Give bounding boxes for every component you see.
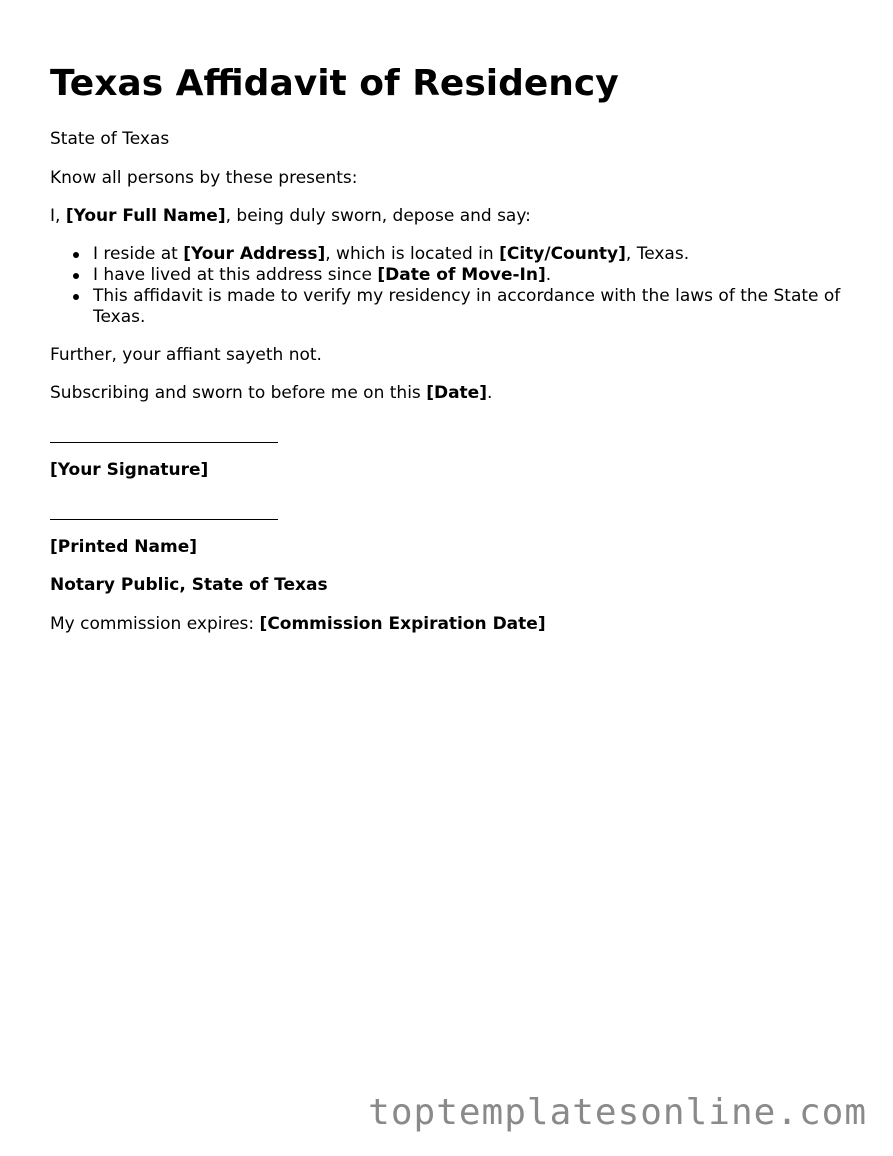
intro-line — [50, 206, 531, 227]
printed-name-label — [50, 537, 197, 558]
placeholder-text: [City/County] — [499, 244, 626, 264]
know-all-line: Know all persons by these presents: — [50, 168, 358, 188]
bullet-icon — [73, 294, 79, 300]
placeholder-text: [Your Address] — [183, 244, 326, 264]
statement-list — [50, 244, 850, 328]
statement-text: , Texas. — [625, 244, 690, 264]
statement-text: , which is located in — [325, 244, 500, 264]
signature-label — [50, 460, 208, 481]
statement-item — [50, 244, 850, 265]
notary-label — [50, 575, 328, 596]
statement-text: I have lived at this address since — [93, 265, 378, 285]
placeholder-text: [Date of Move-In] — [377, 265, 546, 285]
statement-item — [50, 265, 850, 286]
statement-text: This affidavit is made to verify my residency in accordance with the laws of the State of Texas. — [93, 286, 841, 327]
document-title: Texas Affidavit of Residency — [50, 63, 619, 104]
printed-name-line — [50, 519, 278, 520]
further-line: Further, your affiant sayeth not. — [50, 345, 322, 365]
full-name-placeholder: [Your Full Name] — [65, 206, 226, 226]
notary-label-text: Notary Public, State of Texas — [50, 575, 328, 595]
sworn-line — [50, 383, 492, 404]
commission-prefix: My commission expires: — [50, 614, 260, 634]
signature-line — [50, 442, 278, 443]
signature-label-text: [Your Signature] — [50, 460, 209, 480]
statement-text: . — [545, 265, 552, 285]
site-watermark: toptemplatesonline.com — [368, 1092, 867, 1133]
statement-item — [50, 286, 850, 328]
bullet-icon — [73, 252, 79, 258]
commission-line — [50, 614, 546, 635]
sworn-prefix: Subscribing and sworn to before me on this — [50, 383, 427, 403]
sworn-suffix: . — [486, 383, 493, 403]
statement-text: I reside at — [93, 244, 184, 264]
date-placeholder: [Date] — [426, 383, 487, 403]
intro-prefix: I, — [50, 206, 66, 226]
bullet-icon — [73, 273, 79, 279]
commission-date-placeholder: [Commission Expiration Date] — [259, 614, 546, 634]
intro-suffix: , being duly sworn, depose and say: — [225, 206, 531, 226]
printed-name-label-text: [Printed Name] — [50, 537, 197, 557]
state-line: State of Texas — [50, 129, 170, 149]
